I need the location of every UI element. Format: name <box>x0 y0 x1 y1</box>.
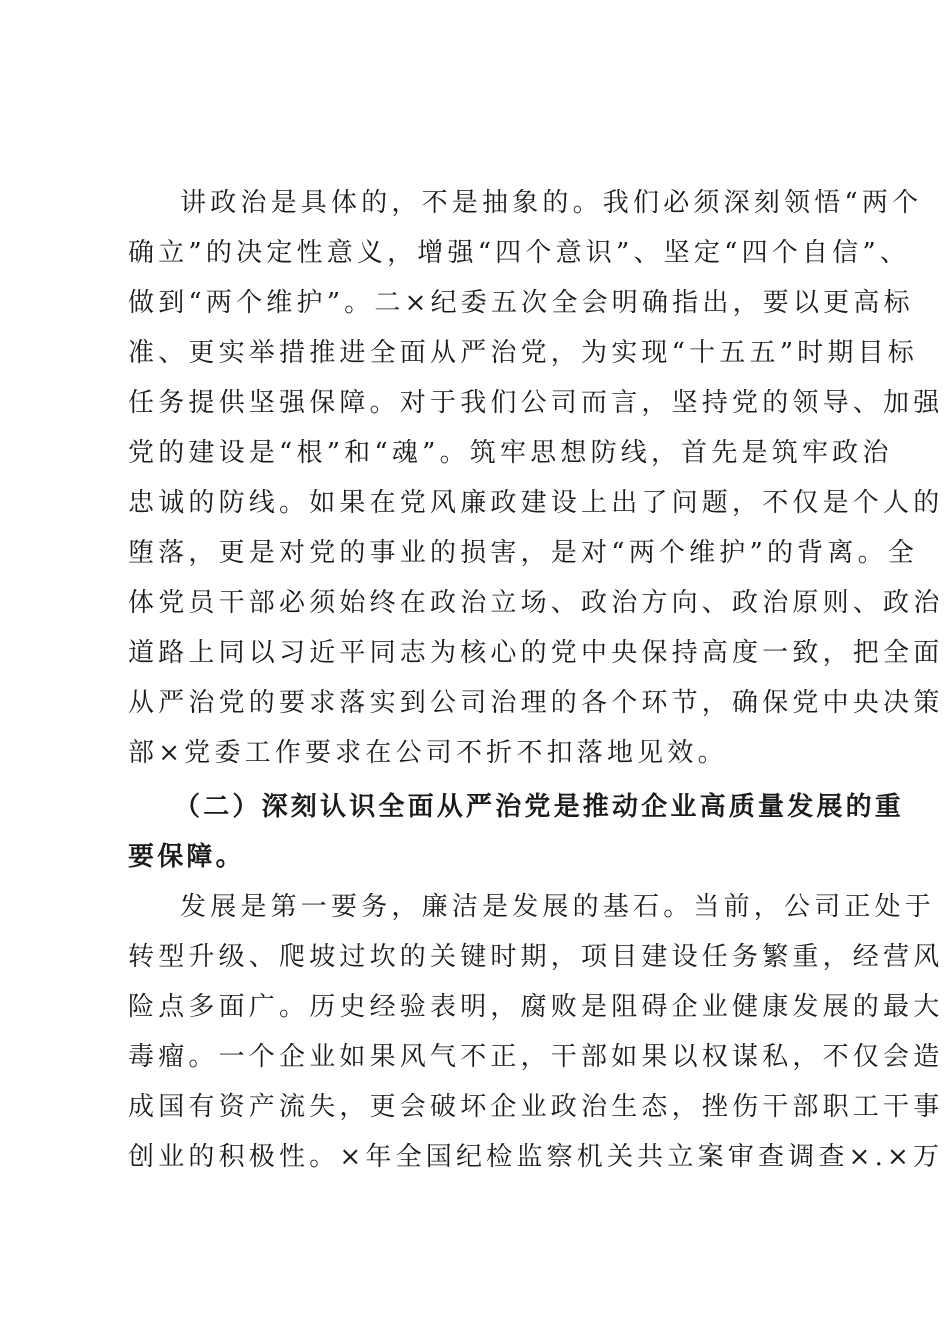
paragraph1-line-5: 任务提供坚强保障。对于我们公司而言，坚持党的领导、加强 <box>128 388 944 418</box>
paragraph1-line-2: 确立”的决定性意义，增强“四个意识”、坚定“四个自信”、 <box>128 238 911 268</box>
paragraph1-line-10: 道路上同以习近平同志为核心的党中央保持高度一致，把全面 <box>128 638 944 668</box>
section-heading-line-1: （二）深刻认识全面从严治党是推动企业高质量发展的重 <box>174 792 905 822</box>
paragraph2-line-2: 转型升级、爬坡过坎的关键时期，项目建设任务繁重，经营风 <box>128 942 944 972</box>
paragraph2-line-5: 成国有资产流失，更会破坏企业政治生态，挫伤干部职工干事 <box>128 1092 944 1122</box>
paragraph1-line-11: 从严治党的要求落实到公司治理的各个环节，确保党中央决策 <box>128 688 944 718</box>
section-heading-line-2: 要保障。 <box>128 842 245 872</box>
paragraph2-line-3: 险点多面广。历史经验表明，腐败是阻碍企业健康发展的最大 <box>128 992 944 1022</box>
paragraph2-line-1: 发展是第一要务，廉洁是发展的基石。当前，公司正处于 <box>180 892 936 922</box>
paragraph1-line-6: 党的建设是“根”和“魂”。筑牢思想防线，首先是筑牢政治 <box>128 438 893 468</box>
paragraph2-line-6: 创业的积极性。×年全国纪检监察机关共立案审查调查×.×万 <box>128 1142 944 1172</box>
paragraph2-line-4: 毒瘤。一个企业如果风气不正，干部如果以权谋私，不仅会造 <box>128 1042 944 1072</box>
paragraph1-line-8: 堕落，更是对党的事业的损害，是对“两个维护”的背离。全 <box>128 538 918 568</box>
paragraph1-line-9: 体党员干部必须始终在政治立场、政治方向、政治原则、政治 <box>128 588 944 618</box>
paragraph1-line-4: 准、更实举措推进全面从严治党，为实现“十五五”时期目标 <box>128 338 918 368</box>
paragraph1-line-12: 部×党委工作要求在公司不折不扣落地见效。 <box>128 738 728 768</box>
paragraph1-line-1: 讲政治是具体的，不是抽象的。我们必须深刻领悟“两个 <box>180 188 923 218</box>
paragraph1-line-7: 忠诚的防线。如果在党风廉政建设上出了问题，不仅是个人的 <box>128 488 944 518</box>
paragraph1-line-3: 做到“两个维护”。二×纪委五次全会明确指出，要以更高标 <box>128 288 914 318</box>
